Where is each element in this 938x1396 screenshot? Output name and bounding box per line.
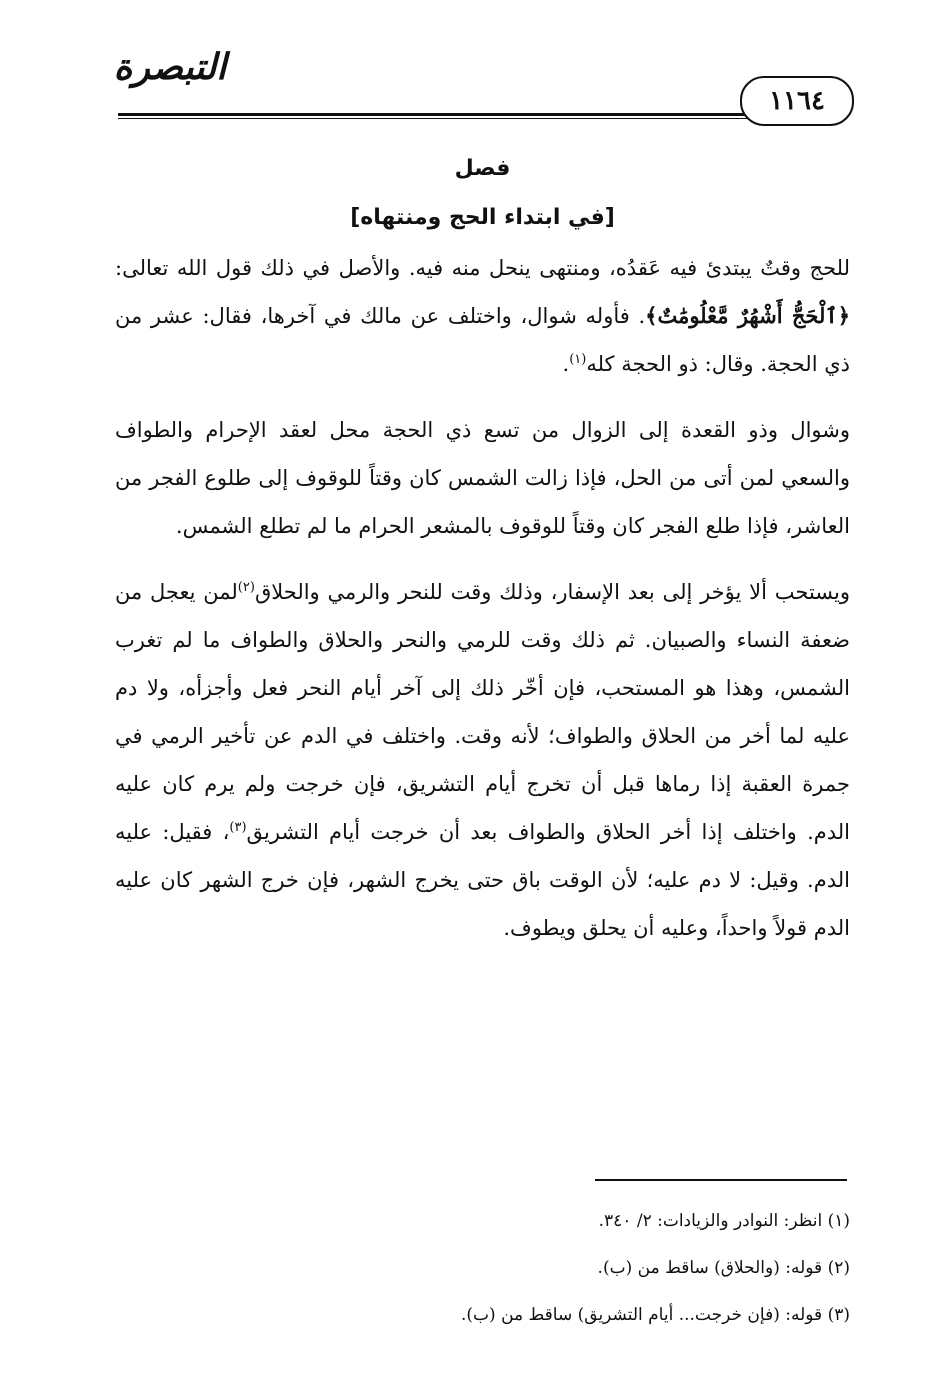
paragraph-2: وشوال وذو القعدة إلى الزوال من تسع ذي الحجة محل لعقد الإحرام والطواف والسعي لمن أتى من الحل، فإذا زالت الشمس كان وقتاً للوقوف إلى طلوع الفجر من العاشر، فإذا طلع الفجر كان وقتاً للوقوف بالمشعر الحرام ما لم تطلع الشمس. bbox=[115, 418, 850, 538]
section-subtitle: [في ابتداء الحج ومنتهاه] bbox=[350, 205, 615, 230]
paragraph-3 bbox=[115, 568, 850, 952]
footnote-separator bbox=[595, 1179, 847, 1181]
footnote-3: (٣) قوله: (فإن خرجت... أيام التشريق) ساقط من (ب). bbox=[461, 1305, 850, 1325]
footnote-marker-1: (١) bbox=[569, 352, 587, 367]
page-number-frame bbox=[740, 76, 854, 126]
header-rule-thin bbox=[118, 118, 754, 119]
main-text bbox=[115, 150, 850, 952]
quran-verse: ﴿ٱلْحَجُّ أَشْهُرٌ مَّعْلُومَٰتٌ﴾ bbox=[645, 303, 850, 328]
footnotes bbox=[115, 1198, 850, 1339]
footnote-marker-2: (٢) bbox=[237, 580, 255, 595]
paragraph-3-text: ويستحب ألا يؤخر إلى بعد الإسفار، وذلك وقت للنحر والرمي والحلاق bbox=[254, 580, 851, 604]
footnote-2: (٢) قوله: (والحلاق) ساقط من (ب). bbox=[597, 1258, 850, 1278]
footnote-1: (١) انظر: النوادر والزيادات: ٢/ ٣٤٠. bbox=[598, 1211, 850, 1231]
page-number: ١١٦٤ bbox=[769, 86, 825, 116]
paragraph-3-end: ، فقيل: عليه الدم. وقيل: لا دم عليه؛ لأن الوقت باق حتى يخرج الشهر، فإن خرج الشهر كان عليه الدم قولاً واحداً، وعليه أن يحلق ويطوف. bbox=[115, 820, 850, 940]
paragraph-1 bbox=[115, 244, 850, 388]
header-rule bbox=[118, 113, 754, 116]
paragraph-1-end: . bbox=[562, 352, 570, 376]
paragraph-3-continued: لمن يعجل من ضعفة النساء والصبيان. ثم ذلك وقت للرمي والنحر والحلاق والطواف ما لم تغرب الشمس، وهذا هو المستحب، فإن أخّر ذلك إلى آخر أيام النحر فعل وأجزأه، ولا دم عليه لما أخر من الحلاق والطواف؛ لأنه وقت. واختلف في الدم عن تأخير الرمي في جمرة العقبة إذا رماها قبل أن تخرج أيام التشريق، فإن خرجت ولم يرم كان عليه الدم. واختلف إذا أخر الحلاق والطواف بعد أن خرجت أيام التشريق bbox=[115, 580, 851, 844]
paragraph-1-continued: . فأوله شوال، واختلف عن مالك في آخرها، فقال: عشر من ذي الحجة. وقال: ذو الحجة كله bbox=[115, 304, 850, 376]
paragraph-1-text: للحج وقتٌ يبتدئ فيه عَقدُه، ومنتهى ينحل منه فيه. والأصل في ذلك قول الله تعالى: bbox=[115, 256, 850, 280]
page-header bbox=[100, 40, 860, 130]
section-title: فصل bbox=[454, 156, 511, 181]
footnote-marker-3: (٣) bbox=[229, 820, 247, 835]
book-title: التبصرة bbox=[113, 46, 227, 88]
